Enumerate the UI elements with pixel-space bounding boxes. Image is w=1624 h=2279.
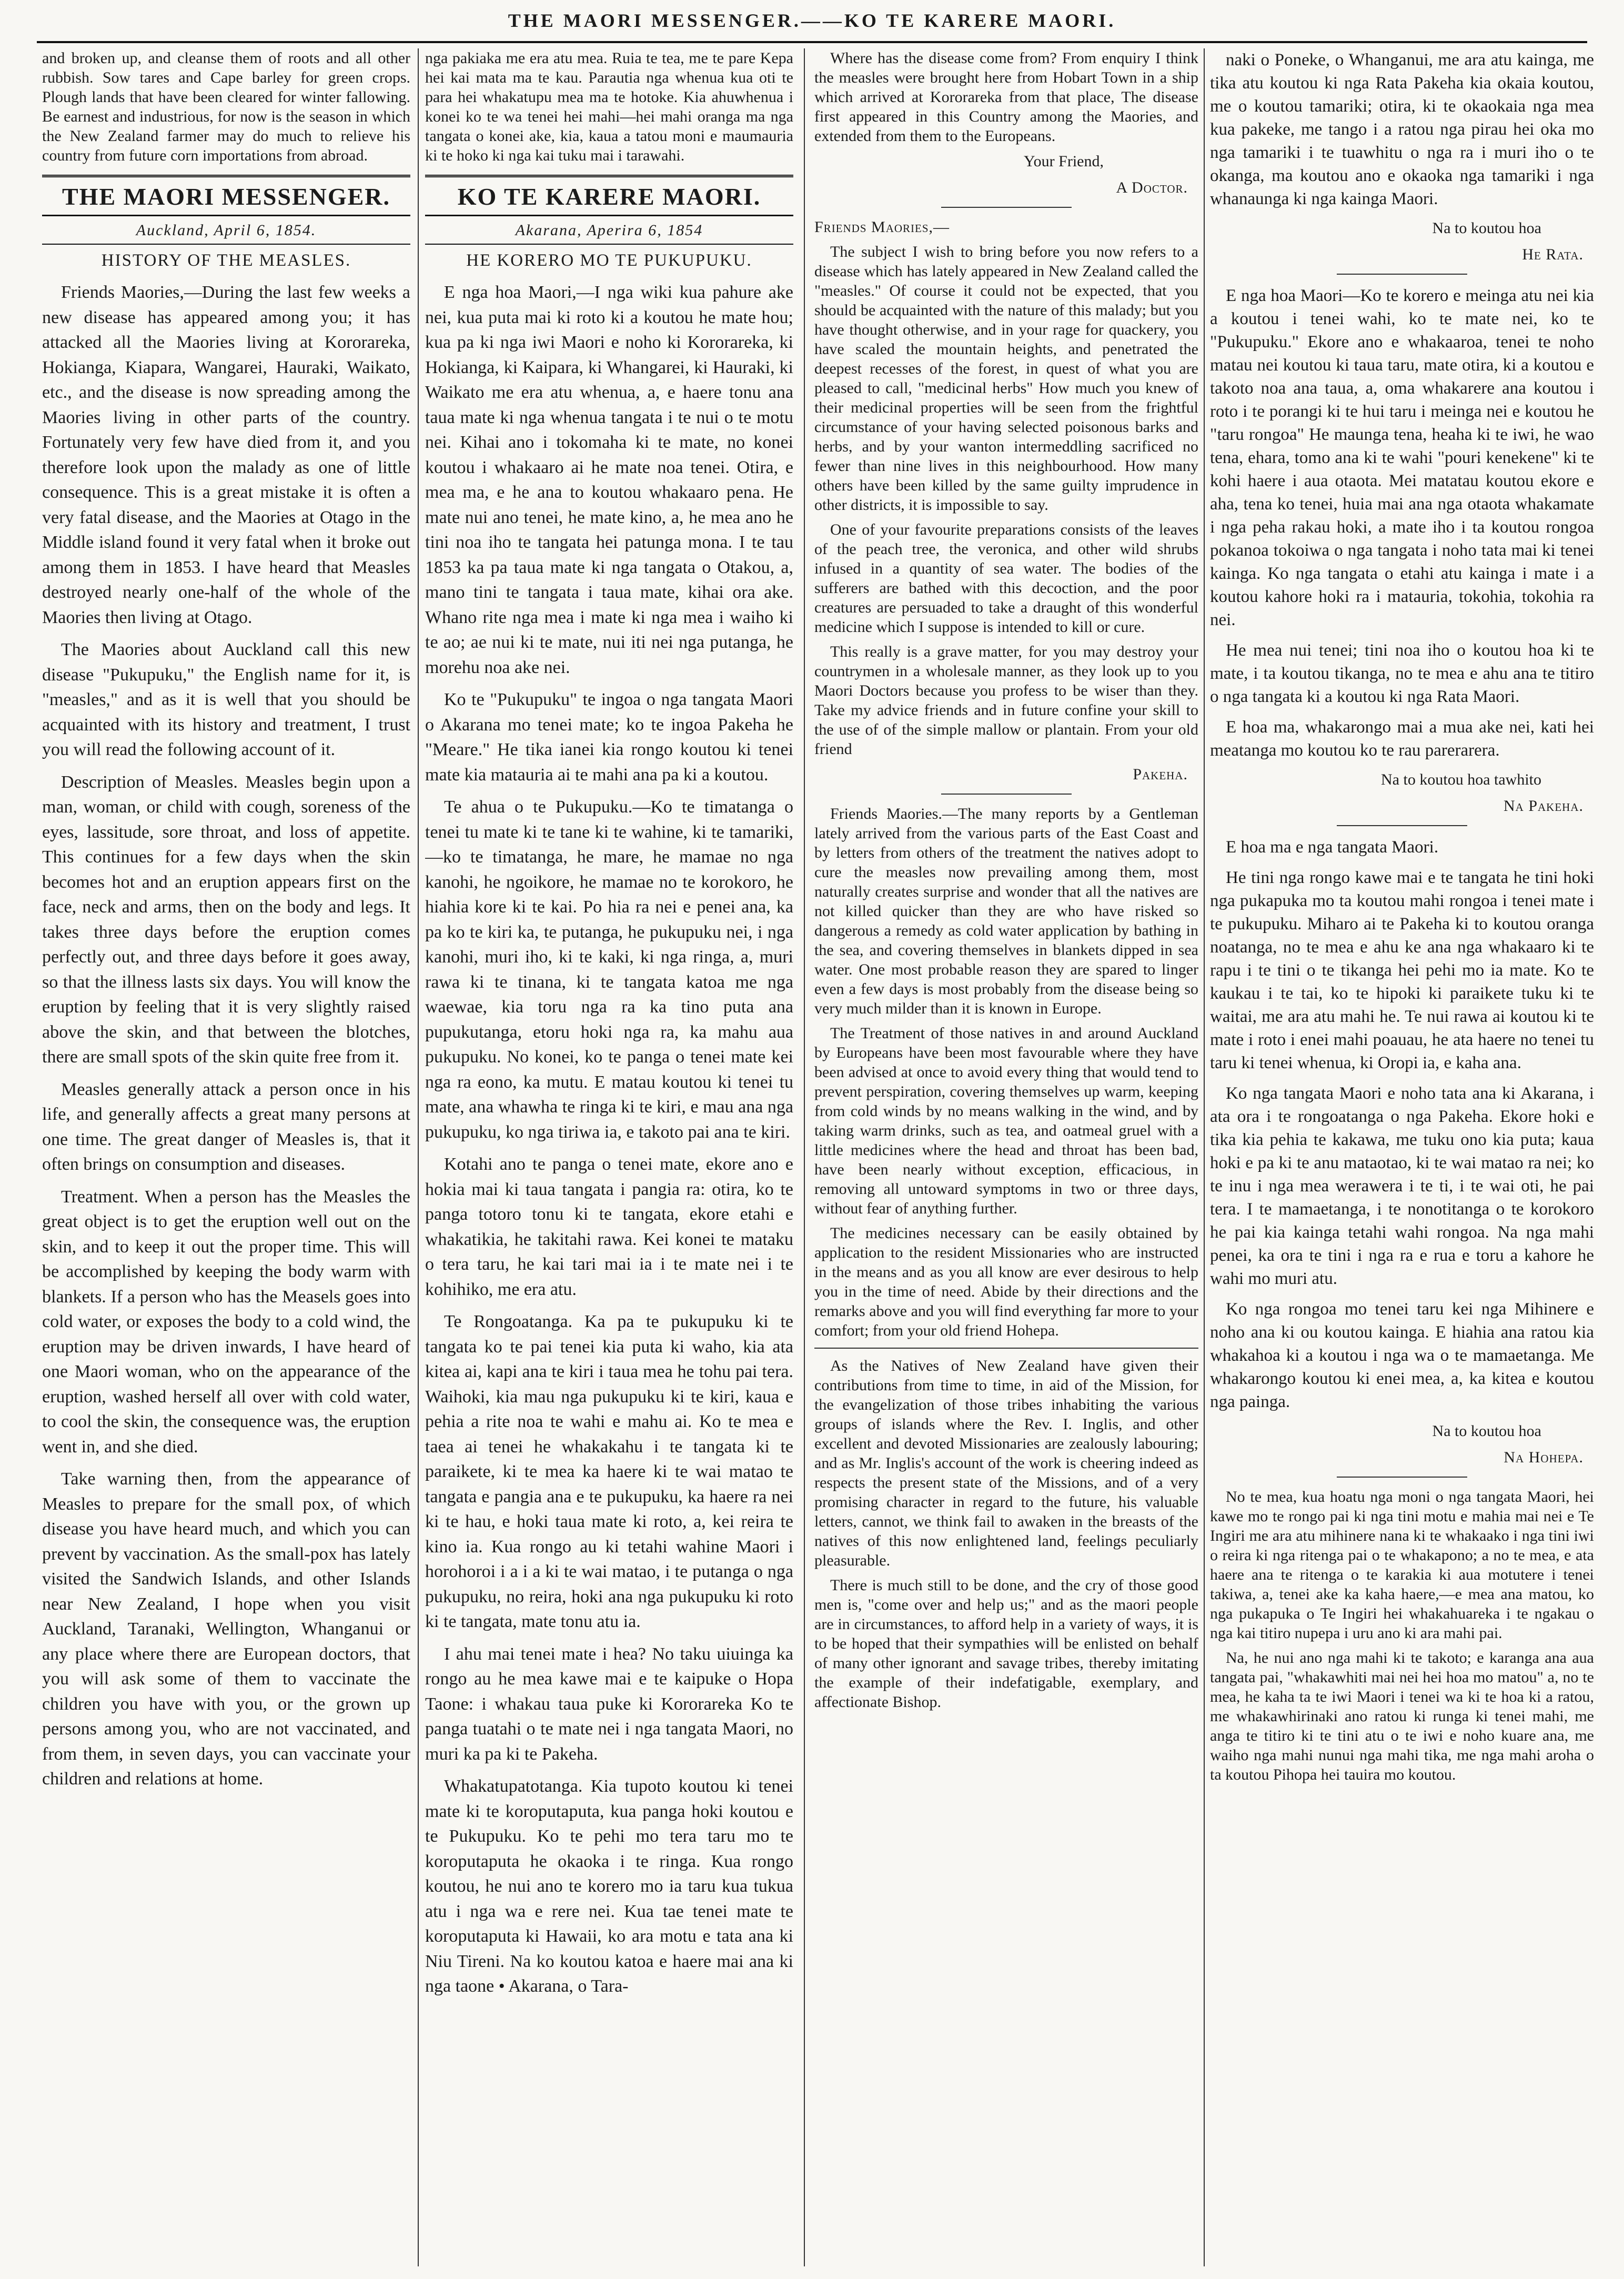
letter-paragraph: One of your favourite preparations consists of the leaves of the peach tree, the veronica, and other wild shrubs infused in a quantity of sea water. The bodies of the sufferers are bathed with this decoction, and the poor creatures are persuaded to take a draught of this wonderful medicine which I suppose is intended to kill or cure. — [814, 521, 1198, 636]
section-rule — [1337, 825, 1467, 826]
letter-paragraph: naki o Poneke, o Whanganui, me ara atu kainga, me tika atu koutou ki nga Rata Pakeha kia okaia koutou, me o koutou tamariki; otira, ki te okaokaia nga mea kua pakeke, me tango i a ratou nga pirau hei oka mo nga tamariki i te tuawhitu o nga ra i muri iho o te okanga, ma koutou ano e okaoka nga tamariki i nga whanaunga ki nga kainga Maori. — [1210, 51, 1594, 208]
section-rule — [941, 794, 1072, 795]
section-rule — [941, 207, 1072, 208]
article-paragraph: Te Rongoatanga. Ka pa te pukupuku ki te tangata ko te pai tenei kia puta ki waho, kia ata kitea ai, kapi ana te kiri i taua mea he tohu pai tera. Waihoki, kia mau nga pukupuku ki te kiri, kaua e pehia a rite noa te wahi e mahu ai. Ko te mea e taea ai tenei he whakakahu i te tangata ki te paraikete, ki te mea ka haere ki te wai matao te tangata e pangia ana e te pukupuku, ka haere ra nei ki te hau, e hoki taua mate ki roto, a, kei reira te kino ia. Kua rongo au ki tetahi wahine Maori i horohoroi i a i a ki te wai matao, i te putanga o nga pukupuku, no reira, hoki ana nga pukupuku ki roto ki te tangata, mate tonu atu ia. — [425, 1312, 793, 1631]
article-paragraph: Ko te "Pukupuku" te ingoa o nga tangata Maori o Akarana mo tenei mate; ko te ingoa Pakeha he "Meare." He tika ianei kia rongo koutou ki tenei mate kia matauria ai te mahi ana pa ki a koutou. — [425, 690, 793, 785]
letter-salutation: E hoa ma e nga tangata Maori. — [1226, 838, 1439, 857]
signature-name: Na Hohepa. — [1504, 1449, 1583, 1466]
signature-close: Na to koutou hoa tawhito — [1381, 771, 1541, 788]
letter-paragraph: This really is a grave matter, for you may destroy your countrymen in a wholesale manner, as they look up to you Maori Doctors because you profess to be wiser than they. Take my advice friends and in future confine your skill to the use of of the simple mallow or plantain. From your old friend — [814, 643, 1198, 758]
article-paragraph: Friends Maories,—During the last few weeks a new disease has appeared among you; it has attacked all the Maories living at Kororareka, Hokianga, Kiapara, Wangarei, Hauraki, Waikato, etc., and the disease is now spreading among the Maories living in other parts of the country. Fortunately very few have died from it, and you therefore look upon the malady as one of little consequence. This is a great mistake it is often a very fatal disease, and the Maories at Otago in the Middle island found it very fatal when it broke out among them in 1853. I have heard that Measles destroyed nearly one-half of the whole of the Maories then living at Otago. — [42, 283, 410, 627]
article-paragraph: Te ahua o te Pukupuku.—Ko te timatanga o tenei tu mate ki te tane ki te wahine, ki te tamariki,—ko te timatanga, he mare, he mamae no nga kanohi, he ngoikore, he mamae no te korokoro, he hiahia kore ki te kai. Po hia ra nei e penei ana, ka pa ko te kiri ka, te putanga, he pukupuku nei, i nga kanohi, muri iho, ki te kaki, ki nga ringa, a, muri rawa ki te tinana, ki te tangata katoa me nga waewae, kia toru nga ra ka tino puta ana pupukutanga, etoru hoki nga ra, ka mahu aua pukupuku. No konei, ko te panga o tenei mate kei nga ra eono, ka mutu. E matau koutou ki tenei tu mate, ana whawha te ringa ki te kiri, e mau ana nga pukupuku, ko nga tiriwa ia, e takoto pai ana te kiri. — [425, 797, 793, 1142]
letter-paragraph: Ko nga rongoa mo tenei taru kei nga Mihinere e noho ana ki ou koutou kainga. E hiahia ana ratou kia whakahoa ki a koutou i nga wa o te mamaetanga. Me whakarongo koutou ki enei mea, a, ka kitea e koutou nga painga. — [1210, 1300, 1594, 1411]
farming-paragraph: and broken up, and cleanse them of roots and all other rubbish. Sow tares and Cape barley for green crops. Plough lands that have been cleared for winter fallowing. Be earnest and industrious, for now is the season in which the New Zealand farmer may do much to relieve his country from future corn importations from abroad. — [42, 49, 410, 164]
letter-paragraph: He tini nga rongo kawe mai e te tangata he tini hoki nga pukapuka mo ta koutou mahi rongoa i tenei mate i te pukupuku. Miharo ai te Pakeha ki to koutou oranga noatanga, no te mea e ahu ke ana nga whakaaro ki te rapu i te tini o te tikanga hei pehi mo ia mate. Ko te kaukau i te tai, ko te hipoki ki paraikete tuku ki te waitai, me ara atu mahi he. Te nui rawa ai koutou ki te mate i roto i enei mahi poauau, he ata haere no tenei tu taru ki tenei whenua, ki Oropi ia, e kaha ana. — [1210, 868, 1594, 1072]
signature-name: He Rata. — [1522, 246, 1583, 263]
letter-paragraph: Where has the disease come from? From enquiry I think the measles were brought here from Hobart Town in a ship which arrived at Kororareka from that place, The disease first appeared in this Country among the Maories, and extended from them to the Europeans. — [814, 49, 1198, 145]
article-heading-english: HISTORY OF THE MEASLES. — [101, 251, 351, 270]
masthead-english: THE MAORI MESSENGER. — [42, 175, 410, 216]
letter-paragraph: Ko nga tangata Maori e noho tata ana ki Akarana, i ata ora i te rongoatanga o nga Pakeha. Ekore hoki e tika kia pehia te kakawa, me tuku ono kia puta; kaua hoki e pa ki te anu mataotao, ki te wai matao ra nei; ko te inu i nga mea werawera i te ti, i te wai oti, he pai tera. I te mamaetanga, i te nonotitanga o te korokoro he pai kia kainga tetahi wahi rongoa. Na nga mahi penei, ka ora te tini i nga ra e rua e toru a kahore he wahi mo muri atu. — [1210, 1084, 1594, 1288]
article-paragraph: I ahu mai tenei mate i hea? No taku uiuinga ka rongo au he mea kawe mai e te kaipuke o Hopa Taone: i whakau taua puke ki Kororareka Ko te panga tuatahi o te mate nei i nga tangata Maori, no muri ka pa ki te Pakeha. — [425, 1644, 793, 1764]
dateline-english: Auckland, April 6, 1854. — [42, 222, 410, 245]
article-heading-maori: HE KORERO MO TE PUKUPUKU. — [466, 251, 752, 270]
mission-paragraph: No te mea, kua hoatu nga moni o nga tangata Maori, hei kawe mo te rongo pai ki nga tini motu e mahia mai nei e Te Ingiri me ara atu mihinere nana ki te whakaako i nga tini iwi o reira ki nga ritenga pai o te whakapono; a no te mea, e ata haere ana te ritenga o te karakia ki aua motutere i tenei takiwa, a, tenei ake ka kaha haere,—e mea ana matou, ko nga pukapuka o Te Ingiri hei whakahuareka i te ngakau o nga kai titiro nupepa i uru ano ki ara mahi pai. — [1210, 1488, 1594, 1642]
mission-paragraph: There is much still to be done, and the cry of those good men is, "come over and help us;" and as the maori people are in circumstances, to afford help in a variety of ways, it is to be hoped that their sympathies will be enlisted on behalf of many other ignorant and savage tribes, thereby imitating the example of their indefatigable, exemplary, and affectionate Bishop. — [814, 1577, 1198, 1711]
signature-close: Na to koutou hoa — [1432, 219, 1541, 237]
letter-salutation: Friends Maories,— — [814, 218, 950, 236]
letter-paragraph: The medicines necessary can be easily obtained by application to the resident Missionaries who are instructed in the means and as you all know are ever desirous to help you in the time of need. Abide by their directions and the remarks above and you will find everything far more to your comfort; from your old friend Hohepa. — [814, 1224, 1198, 1339]
mission-paragraph: Na, he nui ano nga mahi ki te takoto; e karanga ana aua tangata pai, "whakawhiti mai nei hei hoa mo matou" a, no te mea, he kaha ta te iwi Maori i tenei wa ki te hoa ki a ratou, me whakawhirinaki ano ratou ki runga ki tenei mahi, me anga te titiro ki te tini atu o te iwi e noho kuare ana, me waiho nga mahi nunui nga mahi tika, me nga mahi aroha o ta koutou Pihopa hei tauira mo koutou. — [1210, 1649, 1594, 1783]
column-2 — [425, 48, 793, 2266]
article-paragraph: Description of Measles. Measles begin upon a man, woman, or child with cough, soreness of the eyes, lassitude, sore throat, and loss of appetite. This continues for a few days when the skin becomes hot and an eruption appears first on the face, neck and arms, then on the body and legs. It takes three days before the eruption comes perfectly out, and three days before it goes away, so that the illness lasts six days. You will know the eruption by feeling that it is very slightly raised above the skin, and that between the blotches, there are small spots of the skin quite free from it. — [42, 772, 410, 1067]
masthead-maori: KO TE KARERE MAORI. — [425, 175, 793, 216]
column-1 — [42, 48, 410, 2266]
letter-paragraph: The Treatment of those natives in and around Auckland by Europeans have been most favourable where they have been advised at once to avoid every thing that would tend to prevent perspiration, covering themselves up warm, keeping from cold winds by no means walking in the wind, and by taking warm drinks, such as tea, and oatmeal gruel with a little medicines where the head and throat has been bad, have been nearly without exception, efficacious, in removing all untoward symptoms in two or three days, without fear of anything further. — [814, 1025, 1198, 1217]
signature-name: A Doctor. — [1116, 179, 1188, 196]
article-paragraph: Treatment. When a person has the Measles the great object is to get the eruption well out on the skin, and to keep it out the proper time. This will be accomplished by keeping the body warm with blankets. If a person who has the Measels goes into cold water, or exposes the body to a cold wind, the eruption may be driven inwards, I have heard of one Maori woman, who on the appearance of the eruption, washed herself all over with cold water, to cool the skin, the consequence was, the eruption went in, and she died. — [42, 1187, 410, 1457]
letter-paragraph: He mea nui tenei; tini noa iho o koutou hoa ki te mate, i ta koutou tikanga, no te mea e ahu ana te titiro o nga tangata ki a koutou ki nga Rata Maori. — [1210, 641, 1594, 706]
running-head: THE MAORI MESSENGER.——KO TE KARERE MAORI. — [508, 10, 1116, 31]
section-rule — [814, 1348, 1198, 1349]
letter-paragraph: Friends Maories.—The many reports by a Gentleman lately arrived from the various parts of the East Coast and by letters from others of the treatment the natives adopt to cure the measles now prevailing among them, most naturally creates surprise and wonder that all the natives are not killed quicker than they are who have risked so dangerous a remedy as cold water application by bathing in the sea, and covering themselves in blankets dipped in sea water. One most probable reason they are spared to linger even a few days is most probably from the disease being so very much milder than it is known in Europe. — [814, 805, 1198, 1017]
signature-close: Na to koutou hoa — [1432, 1422, 1541, 1440]
mission-paragraph: As the Natives of New Zealand have given their contributions from time to time, in aid of the Mission, for the evangelization of those tribes inhabiting the various groups of islands where the Rev. I. Inglis, and other excellent and devoted Missionaries are zealously labouring; and as Mr. Inglis's account of the work is cheering indeed as respects the present state of the Missions, and of a very promising character in regard to the future, his valuable letters, cannot, we think fail to awaken in the breasts of the natives of this now enlightened land, feelings peculiarly pleasurable. — [814, 1357, 1198, 1569]
column-4 — [1210, 48, 1594, 2266]
article-paragraph: Take warning then, from the appearance of Measles to prepare for the small pox, of which disease you have heard much, and which you can prevent by vaccination. As the small-pox has lately visited the Sandwich Islands, and other Islands near New Zealand, I hope when you visit Auckland, Taranaki, Wellington, Whanganui or any place where there are European doctors, that you will ask some of them to vaccinate the children you have with you, or the grown up persons among you, who are not vaccinated, and from them, in seven days, you can vaccinate your children and relations at home. — [42, 1469, 410, 1789]
article-paragraph: Whakatupatotanga. Kia tupoto koutou ki tenei mate ki te koroputaputa, kua panga hoki koutou e te Pukupuku. Ko te pehi mo tera taru mo te koroputaputa he okaoka i te ringa. Kua rongo koutou, he nui ano te korero mo ia taru kua tukua atu i nga wa e rere nei. Kua tae tenei mate te koroputaputa ki Hawaii, ko ara motu e tata ana ki Niu Tireni. Na ko koutou katoa e haere mai ana ki nga taone • Akarana, o Tara- — [425, 1776, 793, 1996]
section-rule — [1337, 1477, 1467, 1478]
column-rule — [1204, 48, 1205, 2266]
dateline-maori: Akarana, Aperira 6, 1854 — [425, 222, 793, 245]
column-rule — [804, 48, 805, 2266]
article-paragraph: Measles generally attack a person once in his life, and generally affects a great many persons at one time. The great danger of Measles is, that it often brings on consumption and diseases. — [42, 1079, 410, 1174]
head-rule — [37, 41, 1587, 43]
letter-paragraph: The subject I wish to bring before you now refers to a disease which has lately appeared in New Zealand called the "measles." Of course it could not be expected, that you should be acquainted with the nature of this malady; but you have thought otherwise, and in your rage for quackery, you have scaled the mountain heights, and penetrated the deepest recesses of the forest, in quest of what you are pleased to call, "medicinal herbs" How much you knew of their medicinal properties will be seen from the frightful circumstance of your having selected poisonous barks and herbs, and by your wanton intermeddling sacrificed no fewer than nine lives in this neighbourhood. How many others have been killed by the same guilty imprudence in other districts, it is impossible to say. — [814, 243, 1198, 514]
farming-paragraph-maori: nga pakiaka me era atu mea. Ruia te tea, me te pare Kepa hei kai mata ma te kau. Parautia nga whenua kua oti te para hei whakatupu mea ma te hotoke. Kia ahuwhenua i konei ko te wa tenei hei mahi—hei mahi oranga ma nga tangata o konei ake, kia, kaua a tatou moni e maumauria ki te hoko ki nga kai tuku mai i tarawahi. — [425, 49, 793, 164]
signature-close: Your Friend, — [1024, 153, 1104, 170]
signature-name: Pakeha. — [1133, 766, 1188, 783]
article-paragraph: The Maories about Auckland call this new disease "Pukupuku," the English name for it, is "measles," and as it is well that you should be acquainted with its history and treatment, I trust you will read the following account of it. — [42, 640, 410, 759]
article-paragraph: Kotahi ano te panga o tenei mate, ekore ano e hokia mai ki taua tangata i pangia ra: otira, ko te panga totoro tonu ki te tangata, ekore etahi e whakatikia, he takitahi rawa. Kei konei te mataku o tera taru, he kai tari mai ia i te mate nei i te kohihiko, me era atu. — [425, 1154, 793, 1299]
article-paragraph: E nga hoa Maori,—I nga wiki kua pahure ake nei, kua puta mai ki roto ki a koutou he mate hou; kua pa ki nga iwi Maori e noho ki Kororareka, ki Hokianga, ki Kaipara, ki Whangarei, ki Hauraki, ki Waikato me era atu whenua, a, e haere tonu ana taua mate ki nga whenua tangata i te nui o te motu nei. Kihai ano i tokomaha ki te mate, no konei koutou i whakaaro ai he mate noa tenei. Otira, e mea ma, e he ana to koutou whakaaro pena. He mate nui ano tenei, he mate kino, a, he mea ano he tini noa iho te tangata hei patunga mona. I te tau 1853 ka pa taua mate ki nga tangata o Otakou, a, mano tini te tangata i taua mate, kihai ora ake. Whano rite nga mea i mate ki nga mea i waiho ki te ao; ae nui ki te mate, nui iti nei nga putanga, he morehu noa ake nei. — [425, 283, 793, 677]
column-rule — [418, 48, 419, 2266]
section-rule — [1337, 274, 1467, 275]
letter-paragraph: E nga hoa Maori—Ko te korero e meinga atu nei kia a koutou i tenei wahi, ko te mate nei, ko te "Pukupuku." Ekore ano e whakaaroa, tenei te noho matau nei koutou ki taua taru, mate otira, ki a koutou e takoto noa ana taua, a, oma whakarere ana koutou i roto i te porangi ki te hui taru i meinga nei e koutou he "taru rongoa" He maunga tena, heaha ki te iwi, he wao tena, ehara, tomo ana ki te wahi "pouri kenekene" ki te kohi haere i aua otaota. Mei matatau koutou ekore e aha, tena ko tenei, huia mai ana nga otaota whakamate i nga peha rakau hoki, a mate iho i ta koutou rongoa pokanoa tokoiwa o nga tangata i noho tata mai ki tenei kainga. Ko nga tangata o etahi atu kainga i mate i a koutou kahore hoki ra i matauria, tokohia, tokohia ra nei. — [1210, 286, 1594, 629]
column-3 — [814, 48, 1198, 2266]
letter-paragraph: E hoa ma, whakarongo mai a mua ake nei, kati hei meatanga mo koutou ko te rau parerarera. — [1210, 718, 1594, 760]
signature-name: Na Pakeha. — [1503, 797, 1583, 815]
